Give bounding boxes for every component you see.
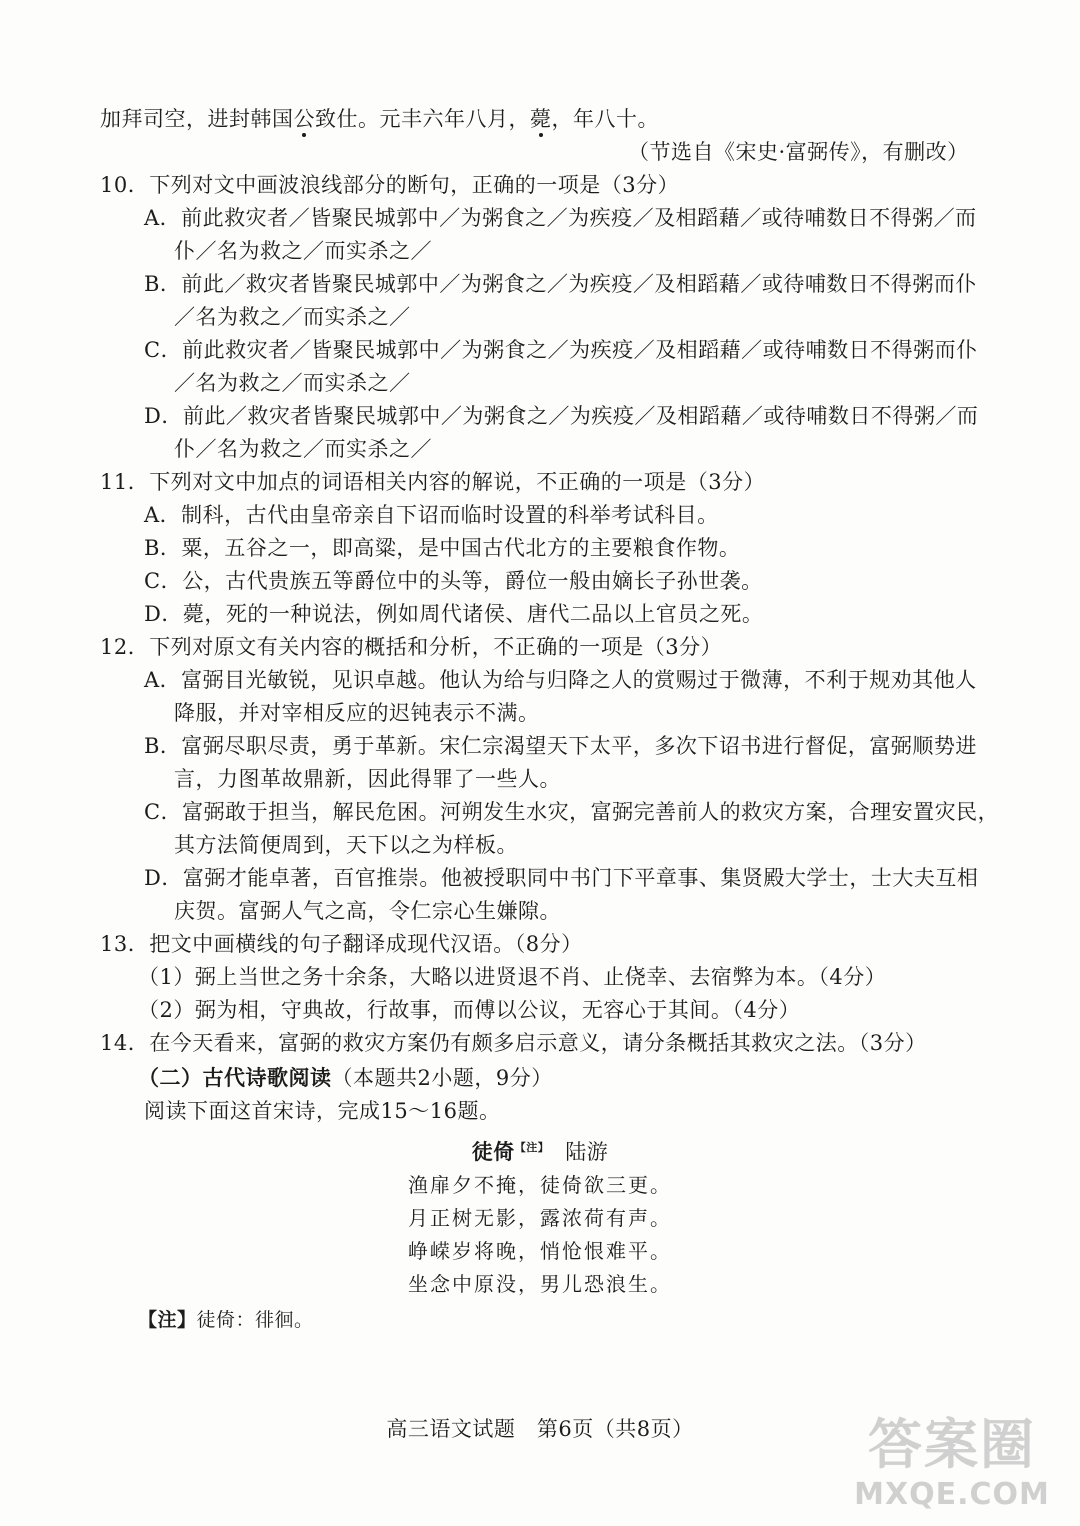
passage-source: （节选自《宋史·富弼传》，有删改） [628,140,969,164]
q10-option-d: D．前此／救灾者皆聚民城郭中／为粥食之／为疾疫／及相蹈藉／或待哺数日不得粥／而 [144,404,979,428]
q12-option-d: D．富弼才能卓著，百官推崇。他被授职同中书门下平章事、集贤殿大学士，士大夫互相 [144,866,979,890]
q10-option-a-cont: 仆／名为救之／而实杀之／ [174,239,432,263]
q14-stem: 14．在今天看来，富弼的救灾方案仍有颇多启示意义，请分条概括其救灾之法。（3分） [100,1031,927,1055]
poem-line-3: 峥嵘岁将晚，悄怆恨难平。 [408,1239,672,1263]
site-watermark [852,1402,1052,1512]
dotted-word-hong: 薨 [530,107,552,131]
q11-option-b: B．粟，五谷之一，即高粱，是中国古代北方的主要粮食作物。 [144,536,741,560]
poem-title-line [0,1133,1080,1167]
q12-option-b: B．富弼尽职尽责，勇于革新。宋仁宗渴望天下太平，多次下诏书进行督促，富弼顺势进 [144,734,977,758]
note-label: 【注】 [138,1309,197,1331]
dotted-word-gong: 公 [293,107,315,131]
watermark-logo-text: 答案圈 [868,1413,1036,1476]
q10-option-c: C．前此救灾者／皆聚民城郭中／为粥食之／为疾疫／及相蹈藉／或待哺数日不得粥而仆 [144,338,978,362]
passage-text: 致仕。元丰六年八月， [315,107,530,131]
note-text: 徒倚：徘徊。 [196,1309,314,1331]
q10-option-d-cont: 仆／名为救之／而实杀之／ [174,437,432,461]
passage-text: ，年八十。 [551,107,659,131]
poem-spacer [544,1140,566,1164]
q10-option-c-cont: ／名为救之／而实杀之／ [174,371,411,395]
section-heading [138,1063,553,1093]
passage-line [100,104,659,134]
q11-stem: 11．下列对文中加点的词语相关内容的解说，不正确的一项是（3分） [100,470,766,494]
q12-option-b-cont: 言，力图革故鼎新，因此得罪了一些人。 [174,767,561,791]
poem-line-2: 月正树无影，露浓荷有声。 [408,1206,672,1230]
poem-note-mark: 【注】 [514,1141,544,1154]
poem-author: 陆游 [565,1140,609,1164]
q10-option-b: B．前此／救灾者皆聚民城郭中／为粥食之／为疾疫／及相蹈藉／或待哺数日不得粥而仆 [144,272,977,296]
q12-option-c-cont: 其方法简便周到，天下以之为样板。 [174,833,518,857]
passage-text: 加拜司空，进封韩国 [100,107,294,131]
poem-line-1: 渔扉夕不掩，徒倚欲三更。 [408,1173,672,1197]
q13-stem: 13．把文中画横线的句子翻译成现代汉语。（8分） [100,932,583,956]
poem-line-4: 坐念中原没，男儿恐浪生。 [408,1272,672,1296]
q10-option-b-cont: ／名为救之／而实杀之／ [174,305,411,329]
q10-stem: 10．下列对文中画波浪线部分的断句，正确的一项是（3分） [100,173,680,197]
q11-option-d: D．薨，死的一种说法，例如周代诸侯、唐代二品以上官员之死。 [144,602,764,626]
poem-title: 徒倚 [471,1139,515,1164]
q11-option-c: C．公，古代贵族五等爵位中的头等，爵位一般由嫡长子孙世袭。 [144,569,763,593]
q11-option-a: A．制科，古代由皇帝亲自下诏而临时设置的科举考试科目。 [144,503,719,527]
q13-sentence-2: （2）弼为相，守典故，行故事，而傅以公议，无容心于其间。（4分） [138,998,801,1022]
q12-option-c: C．富弼敢于担当，解民危困。河朔发生水灾，富弼完善前人的救灾方案，合理安置灾民， [144,800,1000,824]
page-footer: 高三语文试题 第6页（共8页） [386,1417,694,1441]
q12-option-a-cont: 降服，并对宰相反应的迟钝表示不满。 [174,701,540,725]
watermark-domain: MXQE.COM [854,1477,1050,1512]
poem-note [138,1305,314,1335]
q10-option-a: A．前此救灾者／皆聚民城郭中／为粥食之／为疾疫／及相蹈藉／或待哺数日不得粥／而 [144,206,977,230]
section-heading-title: （二）古代诗歌阅读 [138,1065,332,1090]
q12-stem: 12．下列对原文有关内容的概括和分析，不正确的一项是（3分） [100,635,723,659]
q12-option-d-cont: 庆贺。富弼人气之高，令仁宗心生嫌隙。 [174,899,561,923]
q12-option-a: A．富弼目光敏锐，见识卓越。他认为给与归降之人的赏赐过于微薄，不利于规劝其他人 [144,668,977,692]
section-instruction: 阅读下面这首宋诗，完成15～16题。 [144,1099,501,1123]
q13-sentence-1: （1）弼上当世之务十余条，大略以进贤退不肖、止侥幸、去宿弊为本。（4分） [138,965,887,989]
section-heading-note: （本题共2小题，9分） [331,1066,553,1090]
